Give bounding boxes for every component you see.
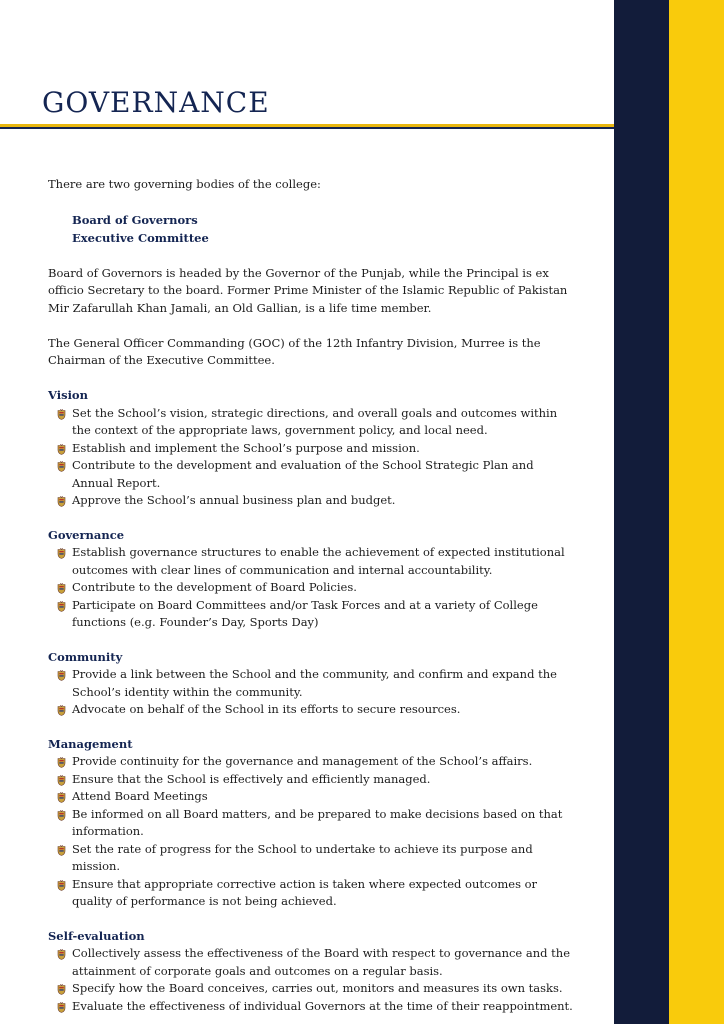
- section-heading: Community: [48, 649, 123, 664]
- list-item: [48, 841, 578, 876]
- navy-side-stripe: [614, 0, 669, 1024]
- list-item: [48, 492, 578, 510]
- title-rule-navy: [0, 127, 614, 129]
- page-title: GOVERNANCE: [42, 86, 270, 119]
- crest-icon: [57, 879, 66, 890]
- list-item-text: Establish and implement the School’s purpose and mission.: [72, 440, 420, 455]
- document-body: [48, 176, 578, 1032]
- crest-icon: [57, 495, 66, 506]
- list-item: [48, 753, 578, 771]
- list-item: [48, 440, 578, 458]
- crest-icon: [57, 948, 66, 959]
- yellow-side-stripe: [669, 0, 724, 1024]
- crest-icon: [57, 460, 66, 471]
- bullet-list: [48, 666, 578, 719]
- crest-icon: [57, 844, 66, 855]
- crest-icon: [57, 582, 66, 593]
- list-item-text: Collectively assess the effectiveness of the Board with respect to governance and the attainment of corporate goals and outcomes on a regular basis.: [72, 946, 570, 978]
- list-item: [48, 788, 578, 806]
- bullet-list: [48, 405, 578, 510]
- list-item-text: Evaluate the effectiveness of individual Governors at the time of their reappointment.: [72, 998, 573, 1013]
- list-item: [48, 771, 578, 789]
- list-item-text: Advocate on behalf of the School in its efforts to secure resources.: [72, 702, 461, 716]
- list-item: [48, 806, 578, 841]
- crest-icon: [57, 774, 66, 785]
- list-item: [48, 876, 578, 911]
- list-item-text: Attend Board Meetings: [72, 789, 208, 803]
- section-heading: Vision: [48, 388, 88, 402]
- list-item-text: Ensure that the School is effectively and efficiently managed.: [72, 771, 431, 786]
- governing-body-committee: Executive Committee: [72, 231, 209, 245]
- list-item: [48, 945, 578, 980]
- crest-icon: [57, 983, 66, 994]
- crest-icon: [57, 669, 66, 680]
- list-item-text: Provide continuity for the governance and management of the School’s affairs.: [72, 754, 533, 768]
- goc-paragraph: The General Officer Commanding (GOC) of the 12th Infantry Division, Murree is the Chairman of the Executive Committee.: [48, 335, 541, 367]
- list-item: [48, 457, 578, 492]
- bullet-list: [48, 753, 578, 911]
- crest-icon: [57, 809, 66, 820]
- crest-icon: [57, 547, 66, 558]
- governing-bodies-list: [72, 211, 578, 247]
- list-item: [48, 544, 578, 579]
- list-item: [48, 701, 578, 719]
- list-item: [48, 597, 578, 632]
- section-management: [48, 736, 578, 911]
- list-item-text: Ensure that appropriate corrective action is taken where expected outcomes or quality of performance is not being achieved.: [72, 876, 538, 908]
- crest-icon: [57, 756, 66, 767]
- list-item-text: Establish governance structures to enable the achievement of expected institutional outcomes with clear lines of communication and internal accountability.: [72, 545, 565, 577]
- list-item: [48, 579, 578, 597]
- governing-body-board: Board of Governors: [72, 213, 198, 227]
- list-item: [48, 998, 578, 1016]
- list-item-text: Contribute to the development and evaluation of the School Strategic Plan and Annual Report.: [72, 458, 534, 490]
- list-item-text: Set the rate of progress for the School to undertake to achieve its purpose and mission.: [72, 841, 533, 873]
- section-vision: [48, 387, 578, 510]
- crest-icon: [57, 704, 66, 715]
- list-item-text: Set the School’s vision, strategic directions, and overall goals and outcomes within the context of the appropriate laws, government policy, and local need.: [72, 405, 558, 437]
- crest-icon: [57, 791, 66, 802]
- list-item: [48, 405, 578, 440]
- list-item-text: Be informed on all Board matters, and be prepared to make decisions based on that information.: [72, 806, 563, 838]
- list-item-text: Specify how the Board conceives, carries out, monitors and measures its own tasks.: [72, 981, 563, 995]
- sections: [48, 387, 578, 1015]
- section-heading: Management: [48, 736, 133, 751]
- intro-text: There are two governing bodies of the college:: [48, 177, 321, 191]
- list-item-text: Participate on Board Committees and/or Task Forces and at a variety of College functions (e.g. Founder’s Day, Sports Day): [72, 597, 538, 629]
- crest-icon: [57, 600, 66, 611]
- section-governance: [48, 527, 578, 632]
- list-item-text: Contribute to the development of Board Policies.: [72, 580, 357, 594]
- list-item-text: Approve the School’s annual business plan and budget.: [72, 493, 396, 507]
- crest-icon: [57, 1001, 66, 1012]
- bullet-list: [48, 544, 578, 632]
- crest-icon: [57, 408, 66, 419]
- section-self-evaluation: [48, 928, 578, 1016]
- list-item: [48, 980, 578, 998]
- list-item-text: Provide a link between the School and the community, and confirm and expand the School’s identity within the community.: [72, 667, 557, 699]
- section-heading: Self-evaluation: [48, 928, 145, 943]
- board-paragraph: Board of Governors is headed by the Governor of the Punjab, while the Principal is ex officio Secretary to the board. Former Prime Minister of the Islamic Republic of Pakistan Mir Zafarullah Khan Jamali, an Old Gallian, is a life time member.: [48, 265, 568, 315]
- section-community: [48, 649, 578, 719]
- section-heading: Governance: [48, 527, 125, 542]
- crest-icon: [57, 443, 66, 454]
- list-item: [48, 666, 578, 701]
- bullet-list: [48, 945, 578, 1015]
